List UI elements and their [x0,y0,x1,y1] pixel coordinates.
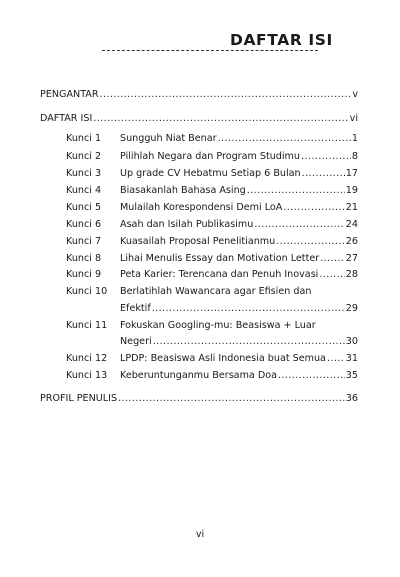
chapter-title: LPDP: Beasiswa Asli Indonesia buat Semua [120,353,326,364]
page-title: DAFTAR ISI [230,31,333,49]
chapter-number: Kunci 7 [66,236,102,247]
toc-leader-dots [152,303,345,315]
chapter-title: Pilihlah Negara dan Program Studimu [120,151,300,162]
chapter-title-line2: Efektif [120,303,151,314]
toc-leader-dots [319,269,344,281]
toc-leader-dots [278,370,345,382]
chapter-number: Kunci 10 [66,286,108,297]
toc-page-number: vi [349,113,358,124]
toc-page-number: 28 [345,269,358,280]
toc-leader-dots [100,89,352,101]
chapter-title-line1: Fokuskan Googling-mu: Beasiswa + Luar [120,320,316,331]
toc-entry-chapter[interactable] [120,253,358,265]
title-underline [102,50,318,52]
toc-entry-label: PENGANTAR [40,89,99,100]
toc-leader-dots [276,236,345,248]
toc-page-number: v [352,89,358,100]
toc-page-number: 24 [345,219,358,230]
chapter-number: Kunci 9 [66,269,102,280]
toc-page-number: 27 [345,253,358,264]
toc-page-number: 30 [345,336,358,347]
chapter-number: Kunci 11 [66,320,108,331]
toc-page-number: 19 [345,185,358,196]
toc-leader-dots [254,219,344,231]
chapter-number: Kunci 4 [66,185,102,196]
chapter-title: Lihai Menulis Essay dan Motivation Letter [120,253,320,264]
chapter-number: Kunci 2 [66,151,102,162]
toc-entry-chapter[interactable] [120,353,358,365]
chapter-title: Sungguh Niat Benar [120,133,217,144]
toc-entry-chapter[interactable] [120,236,358,248]
chapter-title: Peta Karier: Terencana dan Penuh Inovasi [120,269,319,280]
toc-page-number: 36 [345,393,358,404]
toc-leader-dots [327,353,345,365]
chapter-number: Kunci 6 [66,219,102,230]
toc-page-number: 35 [345,370,358,381]
toc-page-number: 29 [345,303,358,314]
toc-entry-chapter[interactable] [120,168,358,180]
chapter-number: Kunci 5 [66,202,102,213]
chapter-title: Up grade CV Hebatmu Setiap 6 Bulan [120,168,301,179]
toc-page-number: 31 [345,353,358,364]
toc-leader-dots [283,202,344,214]
toc-entry-chapter[interactable] [120,370,358,382]
page-number-footer: vi [195,529,205,540]
toc-page-number: 21 [345,202,358,213]
toc-entry-chapter[interactable] [120,151,358,163]
toc-entry-chapter[interactable] [120,133,358,145]
chapter-number: Kunci 13 [66,370,108,381]
toc-leader-dots [118,393,345,405]
toc-leader-dots [247,185,345,197]
chapter-title-line2: Negeri [120,336,152,347]
chapter-title-line1: Berlatihlah Wawancara agar Efisien dan [120,286,312,297]
toc-entry-pengantar[interactable] [40,89,358,101]
toc-page-number: 17 [345,168,358,179]
chapter-number: Kunci 1 [66,133,102,144]
toc-page-number: 26 [345,236,358,247]
toc-leader-dots [218,133,351,145]
toc-entry-chapter[interactable] [120,269,358,281]
chapter-number: Kunci 12 [66,353,108,364]
toc-entry-chapter[interactable] [120,202,358,214]
toc-entry-daftar-isi[interactable] [40,113,358,125]
toc-entry-chapter[interactable] [120,303,358,315]
toc-leader-dots [153,336,345,348]
toc-leader-dots [302,168,345,180]
chapter-title: Asah dan Isilah Publikasimu [120,219,254,230]
chapter-title: Biasakanlah Bahasa Asing [120,185,246,196]
toc-leader-dots [320,253,345,265]
toc-entry-chapter[interactable] [120,336,358,348]
chapter-number: Kunci 8 [66,253,102,264]
toc-leader-dots [93,113,348,125]
chapter-title: Mulailah Korespondensi Demi LoA [120,202,283,213]
toc-entry-label: DAFTAR ISI [40,113,93,124]
chapter-number: Kunci 3 [66,168,102,179]
toc-page-number: 8 [351,151,358,162]
toc-page-number: 1 [351,133,358,144]
chapter-title: Keberuntunganmu Bersama Doa [120,370,277,381]
toc-entry-profil-penulis[interactable] [40,393,358,405]
toc-entry-label: PROFIL PENULIS [40,393,118,404]
toc-entry-chapter[interactable] [120,219,358,231]
toc-leader-dots [301,151,351,163]
chapter-title: Kuasailah Proposal Penelitianmu [120,236,276,247]
toc-entry-chapter[interactable] [120,185,358,197]
